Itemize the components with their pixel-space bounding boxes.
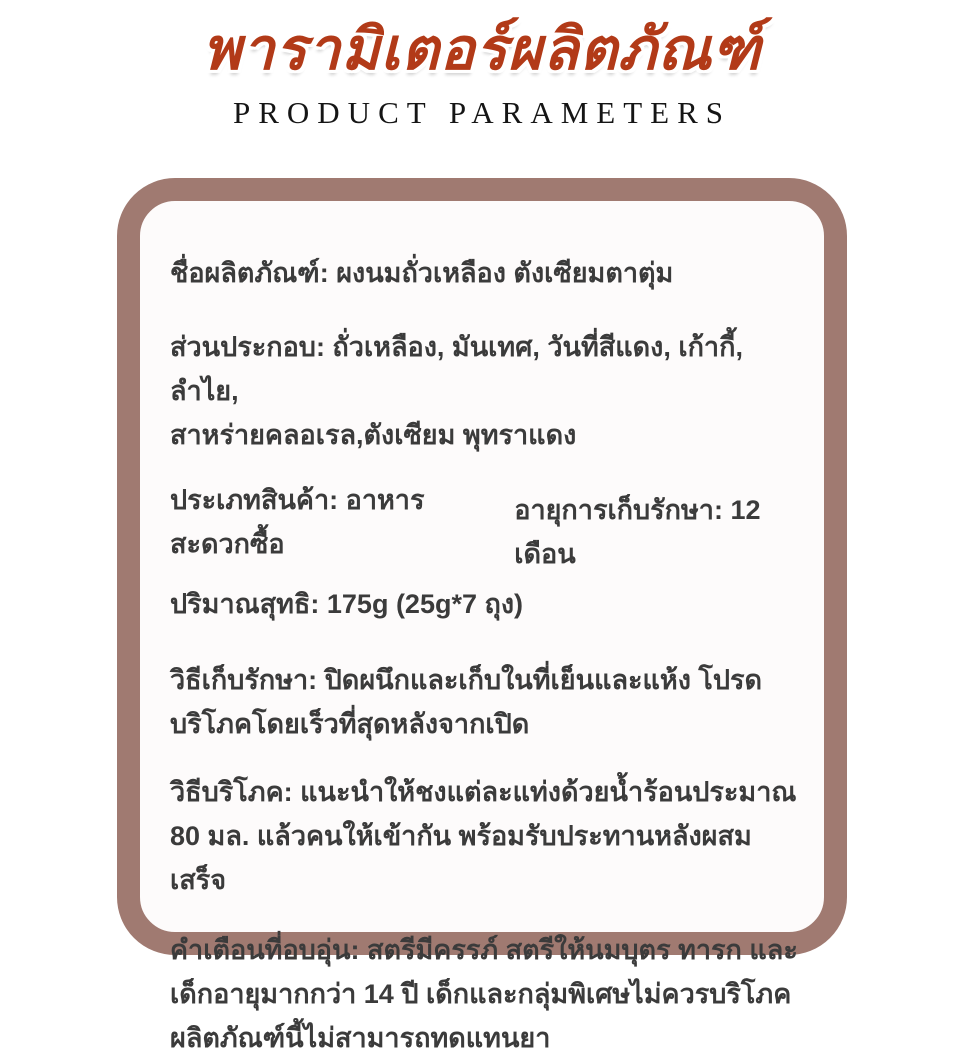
spec-ingredients-line-1: ส่วนประกอบ: ถั่วเหลือง, มันเทศ, วันที่สีแดง, เก้ากี้, ลำไย, [170,332,743,406]
spec-warning-line-3: ผลิตภัณฑ์นี้ไม่สามารถทดแทนยา [170,1023,551,1053]
product-spec-panel [117,178,847,1053]
page-title-english: PRODUCT PARAMETERS [232,95,732,130]
spec-storage-line-2: บริโภคโดยเร็วที่สุดหลังจากเปิด [170,709,530,739]
spec-product-name: ชื่อผลิตภัณฑ์: ผงนมถั่วเหลือง ตังเซียมตาตุ่ม [170,258,674,288]
spec-usage [170,770,798,902]
spec-usage-line-1: วิธีบริโภค: แนะนำให้ชงแต่ละแท่งด้วยน้ำร้อนประมาณ [170,777,797,807]
spec-warning-line-1: คำเตือนที่อบอุ่น: สตรีมีครรภ์ สตรีให้นมบุตร ทารก และ [170,935,798,965]
spec-category-row [170,478,798,569]
spec-storage [170,658,798,746]
spec-ingredients-line-2: สาหร่ายคลอเรล,ตังเซียม พุทราแดง [170,420,577,450]
page [0,17,964,1053]
spec-product-category: ประเภทสินค้า: อาหารสะดวกซื้อ [170,485,425,559]
spec-warning-line-2: เด็กอายุมากกว่า 14 ปี เด็กและกลุ่มพิเศษไม่ควรบริโภค [170,979,792,1009]
spec-shelf-life: อายุการเก็บรักษา: 12 เดือน [514,495,761,569]
spec-warning [170,928,798,1060]
spec-storage-line-1: วิธีเก็บรักษา: ปิดผนึกและเก็บในที่เย็นและแห้ง โปรด [170,665,763,695]
spec-ingredients [170,325,798,457]
spec-net-weight: ปริมาณสุทธิ: 175g (25g*7 ถุง) [170,589,524,619]
page-title-thai: พารามิเตอร์ผลิตภัณฑ์ [202,17,762,82]
spec-usage-line-2: 80 มล. แล้วคนให้เข้ากัน พร้อมรับประทานหลังผสมเสร็จ [170,821,752,895]
